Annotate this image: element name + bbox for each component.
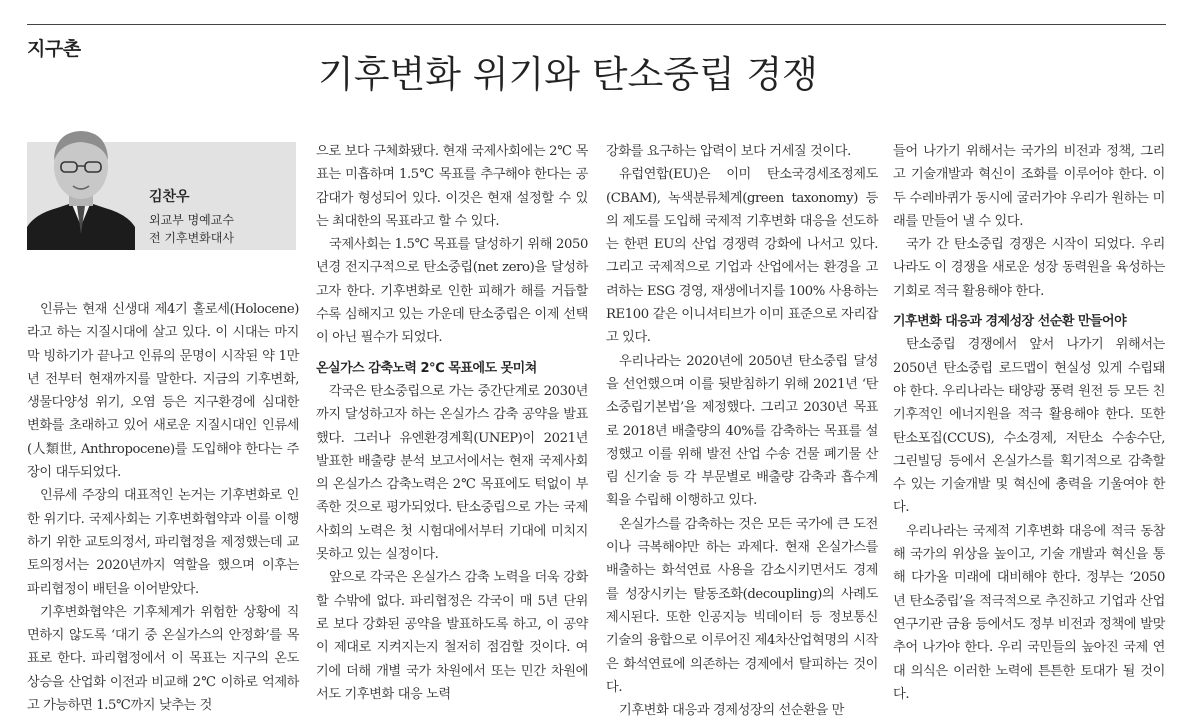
paragraph: 탄소중립 경쟁에서 앞서 나가기 위해서는 2050년 탄소중립 로드맵이 현실성 있게 수립돼야 한다. 우리나라는 태양광 풍력 원전 등 모든 친기후적인 에너지원을 적극 활용해야 한다. 또한 탄소포집(CCUS), 수소경제, 저탄소 수송수단, 그린빌딩 등에서 온실가스를 획기적으로 감축할 수 있는 기술개발 및 혁신에 총력을 기울여야 한다. [893, 337, 1165, 516]
paragraph: 앞으로 각국은 온실가스 감축 노력을 더욱 강화할 수밖에 없다. 파리협정은 각국이 매 5년 단위로 보다 강화된 공약을 발표하도록 하고, 이 공약이 제대로 지켜지는지 철저히 점검할 것이다. 여기에 더해 개별 국가 차원에서 또는 민간 차원에서도 기후변화 대응 노력 [316, 570, 588, 702]
section-label: 지구촌 [27, 38, 81, 60]
top-rule [27, 24, 1166, 25]
article-column-3 [606, 140, 878, 722]
paragraph: 인류세 주장의 대표적인 논거는 기후변화로 인한 위기다. 국제사회는 기후변화협약과 이를 이행하기 위한 교토의정서, 파리협정을 제정했는데 교토의정서는 2020년까지 역할을 했으며 이후는 파리협정이 배턴을 이어받았다. [27, 488, 299, 597]
paragraph: 유럽연합(EU)은 이미 탄소국경세조정제도(CBAM), 녹색분류체계(green taxonomy) 등의 제도를 도입해 국제적 기후변화 대응을 선도하는 한편 EU의 산업 경쟁력 강화에 나서고 있다. 그리고 국제적으로 기업과 산업에서는 환경을 고려하는 ESG 경영, 재생에너지를 100% 사용하는 RE100 같은 이니셔티브가 이미 표준으로 자리잡고 있다. [606, 167, 878, 346]
author-name: 김찬우 [149, 189, 190, 205]
paragraph: 인류는 현재 신생대 제4기 홀로세(Holocene)라고 하는 지질시대에 살고 있다. 이 시대는 마지막 빙하기가 끝나고 인류의 문명이 시작된 약 1만년 전부터 현재까지를 말한다. 지금의 기후변화, 생물다양성 위기, 오염 등은 지구환경에 심대한 변화를 초래하고 있어 새로운 지질시대인 인류세(人類世, Anthropocene)를 도입해야 한다는 주장이 대두되었다. [27, 302, 299, 481]
paragraph: 우리나라는 국제적 기후변화 대응에 적극 동참해 국가의 위상을 높이고, 기술 개발과 혁신을 통해 다가올 미래에 대비해야 한다. 정부는 ‘2050년 탄소중립’을 적극적으로 추진하고 기업과 산업 연구기관 금융 등에서도 정부 비전과 정책에 발맞추어 나가야 한다. 우리 국민들의 높아진 국제 연대 의식은 이러한 노력에 튼튼한 토대가 될 것이다. [893, 523, 1165, 702]
author-role-line2: 전 기후변화대사 [149, 231, 234, 245]
paragraph: 우리나라는 2020년에 2050년 탄소중립 달성을 선언했으며 이를 뒷받침하기 위해 2021년 ‘탄소중립기본법’을 제정했다. 그리고 2030년 목표로 2018년 배출량의 40%를 감축하는 목표를 설정했고 이를 위해 발전 산업 수송 건물 폐기물 산림 신기술 등 각 부문별로 배출량 감축과 흡수계획을 수립해 이행하고 있다. [606, 353, 878, 509]
subheading: 기후변화 대응과 경제성장 선순환 만들어야 [893, 314, 1127, 330]
subheading: 온실가스 감축노력 2℃ 목표에도 못미쳐 [316, 360, 537, 376]
paragraph: 국제사회는 1.5℃ 목표를 달성하기 위해 2050년경 전지구적으로 탄소중립(net zero)을 달성하고자 한다. 기후변화로 인한 피해가 해를 거듭할수록 심해지고 있는 가운데 탄소중립은 이제 선택이 아닌 필수가 되었다. [316, 237, 588, 346]
author-role-line1: 외교부 명예교수 [149, 213, 234, 227]
article-column-1 [27, 298, 299, 717]
author-info [149, 186, 234, 247]
paragraph: 강화를 요구하는 압력이 보다 거세질 것이다. [606, 144, 851, 159]
paragraph: 국가 간 탄소중립 경쟁은 시작이 되었다. 우리나라도 이 경쟁을 새로운 성장 동력원을 육성하는 기회로 적극 활용해야 한다. [893, 237, 1165, 299]
paragraph: 으로 보다 구체화됐다. 현재 국제사회에는 2℃ 목표는 미흡하며 1.5℃ 목표를 추구해야 한다는 공감대가 형성되어 있다. 이것은 현재 설정할 수 있는 최대한의 목표라고 할 수 있다. [316, 144, 588, 229]
author-box [27, 142, 296, 250]
article-column-4 [893, 140, 1165, 706]
paragraph: 들어 나가기 위해서는 국가의 비전과 정책, 그리고 기술개발과 혁신이 조화를 이루어야 한다. 이 두 수레바퀴가 동시에 굴러가야 우리가 원하는 미래를 만들어 낼 수 있다. [893, 144, 1165, 229]
paragraph: 기후변화협약은 기후체계가 위험한 상황에 직면하지 않도록 ‘대기 중 온실가스의 안정화’를 목표로 한다. 파리협정에서 이 목표는 지구의 온도상승을 산업화 이전과 비교해 2℃ 이하로 억제하고 가능하면 1.5℃까지 낮추는 것 [27, 604, 299, 714]
paragraph: 온실가스를 감축하는 것은 모든 국가에 큰 도전이나 극복해야만 하는 과제다. 현재 온실가스를 배출하는 화석연료 사용을 감소시키면서도 경제를 성장시키는 탈동조화(decoupling)의 사례도 제시된다. 또한 인공지능 빅데이터 등 정보통신 기술의 융합으로 이루어진 제4차산업혁명의 시작은 화석연료에 의존하는 경제에서 탈피하는 것이다. [606, 516, 878, 695]
author-portrait [27, 122, 135, 250]
article-column-2 [316, 140, 588, 706]
article-headline: 기후변화 위기와 탄소중립 경쟁 [318, 53, 818, 96]
paragraph: 기후변화 대응과 경제성장의 선순환을 만 [619, 703, 844, 719]
paragraph: 각국은 탄소중립으로 가는 중간단계로 2030년까지 달성하고자 하는 온실가스 감축 공약을 발표했다. 그러나 유엔환경계획(UNEP)이 2021년 발표한 배출량 분석 보고서에서는 현재 국제사회의 온실가스 감축노력은 2℃ 목표에도 턱없이 부족한 것으로 평가되었다. 탄소중립으로 가는 국제사회의 노력은 첫 시험대에서부터 기대에 미치지 못하고 있는 실정이다. [316, 383, 588, 563]
